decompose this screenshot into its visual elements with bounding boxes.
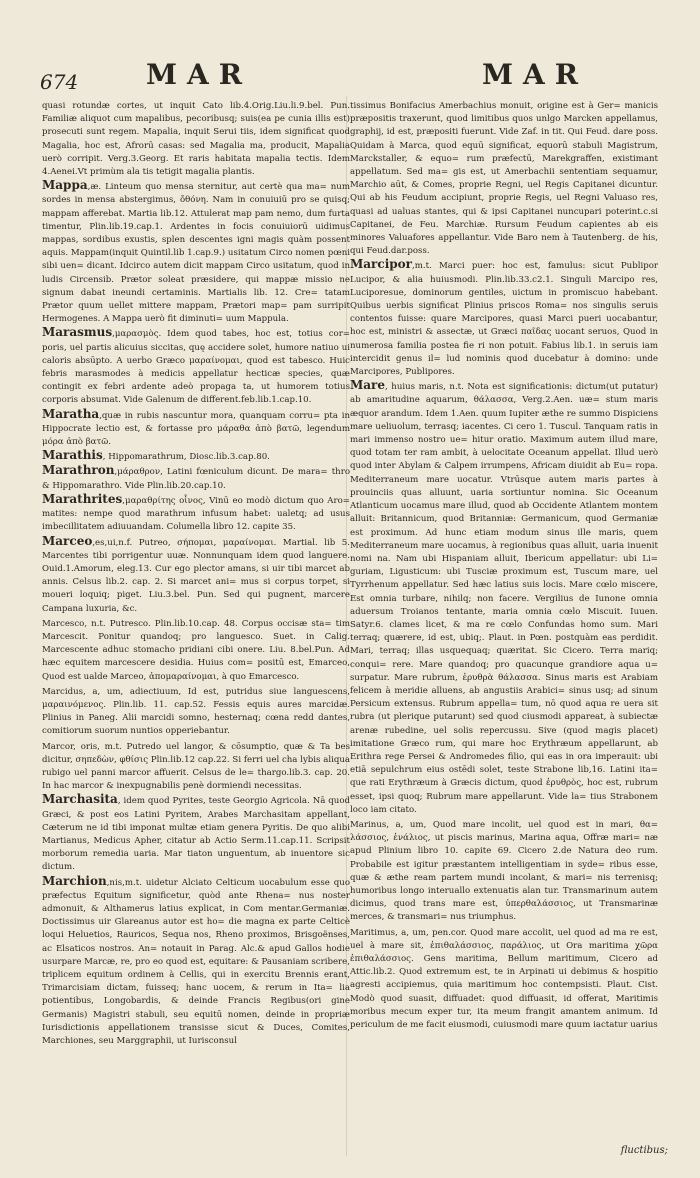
entry <box>42 179 350 326</box>
headword: Marcipor <box>350 257 412 272</box>
entry <box>42 875 350 1049</box>
entry <box>42 408 350 450</box>
entry <box>350 379 658 817</box>
left-column <box>42 98 350 1158</box>
entry-text: ,μάραθρον, Latini fœniculum dicunt. De mara= thro & Hippomarathro. Vide Plin.lib.20.cap.10. <box>42 467 350 491</box>
entry-text: ,es,ui,n.f. Putreo, σήπομαι, μαραίνομαι. Martial. lib 5. Marcentes tibi porrigentur uuæ. Nonnunquam idem quod languere. Ouid.1.Amorum, eleg.13. Cur ego plector amans, si uir tibi marcet ab annis. Celsus lib.2. cap. 2. Si marcet ani= mus si corpus torpet, si moueri loquiq; piget. Liu.3.bel. Pun. Sed qui pugnent, marcere Campana luxuria, &c. <box>42 537 350 614</box>
entry-text: Marinus, a, um, Quod mare incolit, uel quod est in mari, θα= λάσσιος, ἐνάλιος, ut piscis marinus, Marina aqua, Offræ mari= næ apud Plinium libro 10. capite 69. Cicero 2.de Natura deo rum. Probabile est igitur præstantem intelligentiam in syde= ribus esse, quæ & æthe ream partem mundi incolant, & mari= nis terrenisq; humoribus longo interuallo extenuatis alan tur. Transmarinum autem dicimus, quod trans mare est, ὑπερθαλάσσιος, ut Transmarinæ merces, & transmari= nus triumphus. <box>350 819 658 923</box>
entry-text: ,nis,m.t. uidetur Alciato Celticum uocabulum esse quo præfectus Equitum significetur, quòd ante Rhena= nus noster admonuit, & Althamerus latius explicat, in Com mentar.Germaniæ. Doctissimus uir Glareanus autor est ho= die magna ex parte Celticè loqui Heluetios, Rauricos, Sequa nos, Rheno proximos, Brisgoënses, ac Elsaticos nostros. An= notauit in Parag. Alc.& apud Gallos hodie usurpare Marcæ, re, pro eo quod est, equitare: & Pausaniam scribere, triplicem equitum ordinem à Cellis, qui in exercitu Brennis erant, Trimarcisiam dictam, fuisseq; hanc uocem, & rerum in Ita= lia potientibus, Longobardis, & deinde Francis Regibus(ori gine Germanis) Magistri stabuli, seu equitū nomen, deinde in propriæ Iurisdictionis appellationem transisse sicut & Duces, Comites, Marchiones, seu Marggraphii, ut Iurisconsul <box>42 877 350 1047</box>
entry-text: ,æ. Linteum quo mensa sternitur, aut certè qua ma= num sordes in mensa abstergimus, ὄθόνη. Nam in conuiuiū pro se quisq; mappam afferebat. Martia lib.12. Attulerat map pam nemo, dum furta timentur, Plin.lib.19.cap.1. Ardentes in focis conuiuiorū uidimus mappas, sordibus exustis, splen descentes igni magis quàm possent aquis. Mappam(inquit Quintil.lib 1.cap.9.) usitatum Circo nomen pœni sibi uen= dicant. Idcirco autem dicit mappam Circo usitatum, quod in ludis Circensib. Prætor soleat præsidere, qui mappæ missio ne signum dabat ineundi certaminis. Martialis lib. 12. Cre= tatam Prætor quum uellet mittere mappam, Prætori map= pam surripit Hermogenes. A Mappa uerò fit diminuti= uum Mappula. <box>42 182 350 325</box>
entry-text: ,m.t. Marci puer: hoc est, famulus: sicut Publipor Lucipor, & alia huiusmodi. Plin.lib.33.c2.1. Singuli Marcipo res, Luciporesue, dominorum gentiles, uictum in promiscuo habebant. Quibus uerbis significat Plinius priscos Roma= nos singulis seruis contentos fuisse: quare Marcipores, quasi Marci pueri uocabantur, hoc est, ministri & assectæ, ut Græci παῖδας uocant seruos, Quod in numerosa familia postea fie ri non potuit. Fabius lib.1. in seruis iam intercidit genus il= lud nominis quod ducebatur à domino: unde Marcipores, Publipores. <box>350 261 658 378</box>
entry <box>42 326 350 407</box>
page-number: 674 <box>40 70 79 94</box>
entry-text: ,quæ in rubis nascuntur mora, quanquam corru= pta in Hippocrate lectio est, & fortasse pro μάραθα ἀπὸ βατῶ, legendum μόρα ἀπὸ βατῶ. <box>42 410 350 448</box>
headword: Mare <box>350 378 386 393</box>
entry-text: ,μαρασμὸς. Idem quod tabes, hoc est, totius cor= poris, uel partis alicuius siccitas, quę accidere solet, humore natiuo ui caloris absūpto. A uerbo Græco μαραίνομαι, quod est tabesco. Huic febris marasmodes à medicis appellatur hecticæ species, quæ contingit ex febri ardente adeò propaga ta, ut humorem totius corporis absumat. Vide Galenum de different.feb.lib.1.cap.10. <box>42 329 350 406</box>
running-head-left: MAR <box>146 58 252 91</box>
entry-text: , Hippomarathrum, Diosc.lib.3.cap.80. <box>102 452 270 463</box>
headword: Marathron <box>42 463 115 478</box>
page-header <box>0 56 700 96</box>
entry <box>42 793 350 874</box>
entry-text: tissimus Bonifacius Amerbachius monuit, origine est à Ger= manicis præpositis traxerunt, quod limitibus quos unlgo Marcken appellamus, graphij, id est, præpositi fuerunt. Vide Zaf. in tit. Qui Feud. dare poss. Quidam à Marca, quod equū significat, equorū stabuli Magistrum, Marckstaller, & equo= rum præfectū, Marekgraffen, existimant appellatum. Sed ma= gis est, ut Amerbachii sententiam sequamur, Marchio aūt, & Comes, proprie Regni, uel Regis Capitanei dicuntur. Qui ab his Feudum accipiunt, proprie Regis, uel Regni Valuaso res, quasi ad ualuas stantes, qui & ipsi Capitanei nuncupari poterint.c.si Capitanei, de Feu. Marchiæ. Rursum Feudum capientes ab eis minores Valuafores appellantur. Vide Baro nem à Tautenberg. de his, qui Feud.dar.poss. <box>350 101 658 257</box>
entry <box>42 616 350 684</box>
entry <box>350 98 658 258</box>
catchword: fluctibus; <box>620 1145 668 1156</box>
right-column <box>350 98 658 1158</box>
entry-text: ,μαραθρίτης οἶνος, Vinū eo modò dictum quo Aro= matites: nempe quod marathrum infusum habet: ualetq; ad usus imbecillitatem adiuuandam. Columella libro 12. capite 35. <box>42 495 350 533</box>
entry-text: , idem quod Pyrites, teste Georgio Agricola. Nā quod Græci, & post eos Latini Pyritem, Arabes Marchasitam appellant, Cæterum ne id tibi imponat multæ etiam genera Pyritis. De quo alibi Martianus, Medicus Apher, citatur ab Actio Serm.11.cap.11. Scripsit morborum remedia uaria. Mar tiaton unguentum, ab inuentore sic dictum. <box>42 796 350 873</box>
entry <box>42 739 350 794</box>
entry <box>350 817 658 925</box>
entry-text: Marcor, oris, m.t. Putredo uel langor, & cōsumptio, quæ & Ta bes dicitur, σηπεδὼν, φθίσις Plin.lib.12 cap.22. Si ferri uel cha lybis aliqua rubigo uel panni marcor affuerit. Celsus de le= thargo.lib.3. cap. 20. In hac marcor & inexpugnabilis penè dormiendi necessitas. <box>42 741 350 792</box>
headword: Marathrites <box>42 491 123 506</box>
entry <box>42 464 350 492</box>
running-head-right: MAR <box>482 58 588 91</box>
entry <box>42 535 350 616</box>
entry-text: Marcidus, a, um, adiectiuum, Id est, putridus siue languescens, μαραινόμενος. Plin.lib. 11. cap.52. Fessis equis aures marcidæ. Plinius in Paneg. Alii marcidi somno, hesternaq; cœna redd dantes, comitiorum suorum nuntios opperiebantur. <box>42 686 350 737</box>
entry <box>42 493 350 535</box>
headword: Mappa <box>42 178 88 193</box>
entry-text: quasi rotundæ cortes, ut inquit Cato lib.4.Orig.Liu.li.9.bel. Pun. Familiæ aliquot cum mapalibus, pecoribusq; suis(ea pe cunia illis est) prosecuti sunt regem. Mapalia, inquit Serui tiis, idem significat quod Magalia, hoc est, Afrorū casas: sed Magalia ma, producit, Mapalia uerò corripit. Verg.3.Georg. Et raris habitata mapalia tectis. Idem 4.Aenei.Vt primùm ala tis tetigit magalia plantis. <box>42 101 350 178</box>
entry-text: Marcesco, n.t. Putresco. Plin.lib.10.cap. 48. Corpus occisæ sta= tim Marcescit. Ponitur quandoq; pro languesco. Suet. in Calig. Marcescente adhuc stomacho pridiani cibi onere. Liu. 8.bel.Pun. Ad hæc equitem marcescere desidia. Huius com= positū est, Emarceo, Quod est ualde Marceo, ἀπομαραίνομαι, à quo Emarcesco. <box>42 618 350 682</box>
headword: Marceo <box>42 533 93 548</box>
headword: Marchion <box>42 873 107 888</box>
entry <box>42 449 350 464</box>
entry-text: , huius maris, n.t. Nota est significationis: dictum(ut putatur) ab amaritudine aquarum, θάλασσα, Verg.2.Aen. uæ= stum maris æquor arandum. Idem 1.Aen. quum Iupiter æthe re summo Dispiciens mare ueliuolum, terrasq; iacentes. Ci cero 1. Tuscul. Tanquam ratis in mari immenso nostro ue= hitur oratio. Maximum autem illud mare, quod totam ter ram ambit, à uelocitate Oceanum appellat. Illud uerò quod inter Abylam & Calpem irrumpens, Africam diuidit ab Eu= ropa. Mediterraneum mare uocatur. Vtrūsque autem maris partes à prouinciis quas alluunt, uaria sortiuntur nomina. Sic Oceanum Atlanticum uocamus mare illud, quod ab Occidente Atlantem montem alluit: Britannicum, quod Britanniæ: Germanicum, quod Germaniæ est proximum. Ad hunc etiam modum sinus ille maris, quem Mediterraneum mare uocamus, à regionibus quas alluit, uaria inuenit nomi na. Nam ubi Hispaniam alluit, Ibericum appellatur: ubi Li= guriam, Ligusticum: ubi Tusciæ proximum est, Tuscum mare, uel Tyrrhenum appellatur. Sed hæc latius suis locis. Mare cœlo miscere, Est omnia turbare, nihilq; non facere. Vergilius de Iunone omnia aduersum Troianos tentante, maria omnia cœlo Miscuit. Iuuen. Satyr.6. clames licet, & ma re cœlo Confundas homo sum. Mari terraq; quærere, id est, ubiq;. Plaut. in Pœn. postquàm eas perdidit. Mari, terraq; illas usquequaq; quæritat. Sic Cicero. Terra mariq; conqui= rere. Mare quandoq; pro quacunque grandiore aqua u= surpatur. Mare rubrum, ἐρυθρὰ θάλασσα. Sinus maris est Arabiam felicem à meridie alluens, ab angustiis Arabici= sinus usq; ad sinum Persicum extensus. Rubrum appella= tum, nō quod aqua re uera sit rubra (ut plerique putarunt) sed quod ciusmodi appareat, à subiectæ arenæ rubedine, uel solis repercussu. Sive (quod magis placet) imitatione Græco rum, qui mare hoc Erythræum appellarunt, ab Erithra rege Persei & Andromedes filio, qui eas in ora imperauit: ubi etiā sepulchrum eius ostēdi solet, teste Strabone lib,16. Latini ita= que rati Erythræum à Græcis dictum, quod ἐρυθρὸς, hoc est, rubrum esset, ipsi quoq; Rubrum mare appellarunt. Vide la= tius Strabonem loco iam citato. <box>350 382 658 815</box>
entry <box>42 684 350 739</box>
headword: Maratha <box>42 406 100 421</box>
headword: Marasmus <box>42 325 113 340</box>
entry <box>350 258 658 379</box>
entry <box>42 98 350 179</box>
entry-text: Maritimus, a, um, pen.cor. Quod mare accolit, uel quod ad ma re est, uel à mare sit, ἐπιθαλάσσιος, παράλιος, ut Ora maritima χῶρα ἐπιθαλάσσιος. Gens maritima, Bellum maritimum, Cicero ad Attic.lib.2. Quod extremum est, te in Arpinati ui debimus & hospitio agresti accipiemus, quia maritimum hoc contempsisti. Plaut. Cist. Modò quod suasit, diffuadet: quod diffuasit, id offerat, Maritimis moribus mecum exper tur, ita meum frangit amantem animum. Id periculum de me facit eiusmodi, cuiusmodi mare quum iactatur uarius <box>350 927 658 1031</box>
headword: Marchasita <box>42 792 118 807</box>
headword: Marathis <box>42 448 103 463</box>
entry <box>350 925 658 1033</box>
